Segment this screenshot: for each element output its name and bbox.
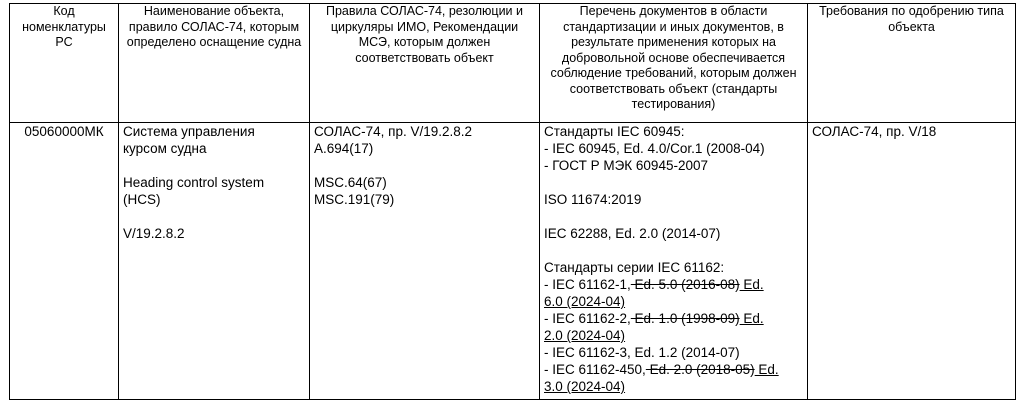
name-rule: V/19.2.8.2	[123, 226, 185, 241]
std-s4-inserted: Ed.	[754, 362, 779, 377]
header-row	[10, 4, 1016, 123]
std-iec61162-2	[544, 310, 803, 327]
std-s1-inserted-2: 6.0 (2024-04)	[544, 294, 626, 309]
std-iec61162-450-cont	[544, 378, 803, 395]
std-iec60945-title: Стандарты IEC 60945:	[544, 124, 685, 139]
std-s2-inserted-2: 2.0 (2024-04)	[544, 328, 626, 343]
cell-code: 05060000МК	[10, 123, 119, 400]
cell-approval: СОЛАС-74, пр. V/18	[808, 123, 1016, 400]
std-s1-base: - IEC 61162-1,	[544, 277, 631, 292]
std-s1-inserted: Ed.	[739, 277, 764, 292]
header-standards: Перечень документов в области стандартизации и иных документов, в результате применения которых на добровольной основе обеспечивается соблюдение требований, которым должен соответствовать объект (стандарты тестирования)	[540, 4, 808, 123]
std-s2-deleted: Ed. 1.0 (1998-09)	[630, 311, 740, 326]
header-approval: Требования по одобрению типа объекта	[808, 4, 1016, 123]
std-iec61162-title: Стандарты серии IEC 61162:	[544, 260, 725, 275]
table-row	[10, 123, 1016, 400]
rules-line3: MSC.64(67)	[314, 175, 387, 190]
equipment-table	[9, 3, 1016, 400]
cell-name	[119, 123, 310, 400]
std-iec61162-3: - IEC 61162-3, Ed. 1.2 (2014-07)	[544, 345, 740, 360]
std-s1-deleted: Ed. 5.0 (2016-08)	[630, 277, 740, 292]
std-s4-deleted: Ed. 2.0 (2018-05)	[645, 362, 755, 377]
std-iec60945-b: - ГОСТ Р МЭК 60945-2007	[544, 158, 708, 173]
name-ru-line1: Система управления	[123, 124, 255, 139]
std-iec60945-a: - IEC 60945, Ed. 4.0/Cor.1 (2008-04)	[544, 141, 765, 156]
rules-line1: СОЛАС-74, пр. V/19.2.8.2	[314, 124, 472, 139]
name-en-line1: Heading control system	[123, 175, 265, 190]
header-code: Код номенклатуры РС	[10, 4, 119, 123]
std-iec61162-450	[544, 361, 803, 378]
name-en-line2: (HCS)	[123, 192, 161, 207]
std-s2-inserted: Ed.	[739, 311, 764, 326]
header-name: Наименование объекта, правило СОЛАС-74, которым определено оснащение судна	[119, 4, 310, 123]
std-iec61162-1-cont	[544, 293, 803, 310]
std-s4-inserted-2: 3.0 (2024-04)	[544, 379, 626, 394]
header-rules: Правила СОЛАС-74, резолюции и циркуляры ИМО, Рекомендации МСЭ, которым должен соответствовать объект	[310, 4, 540, 123]
rules-line4: MSC.191(79)	[314, 192, 395, 207]
std-iec61162-2-cont	[544, 327, 803, 344]
cell-rules	[310, 123, 540, 400]
std-iec61162-1	[544, 276, 803, 293]
cell-standards	[540, 123, 808, 400]
rules-line2: А.694(17)	[314, 141, 374, 156]
std-iso: ISO 11674:2019	[544, 192, 642, 207]
std-iec62288: IEC 62288, Ed. 2.0 (2014-07)	[544, 226, 721, 241]
name-ru-line2: курсом судна	[123, 141, 207, 156]
std-s4-base: - IEC 61162-450,	[544, 362, 646, 377]
std-s2-base: - IEC 61162-2,	[544, 311, 631, 326]
